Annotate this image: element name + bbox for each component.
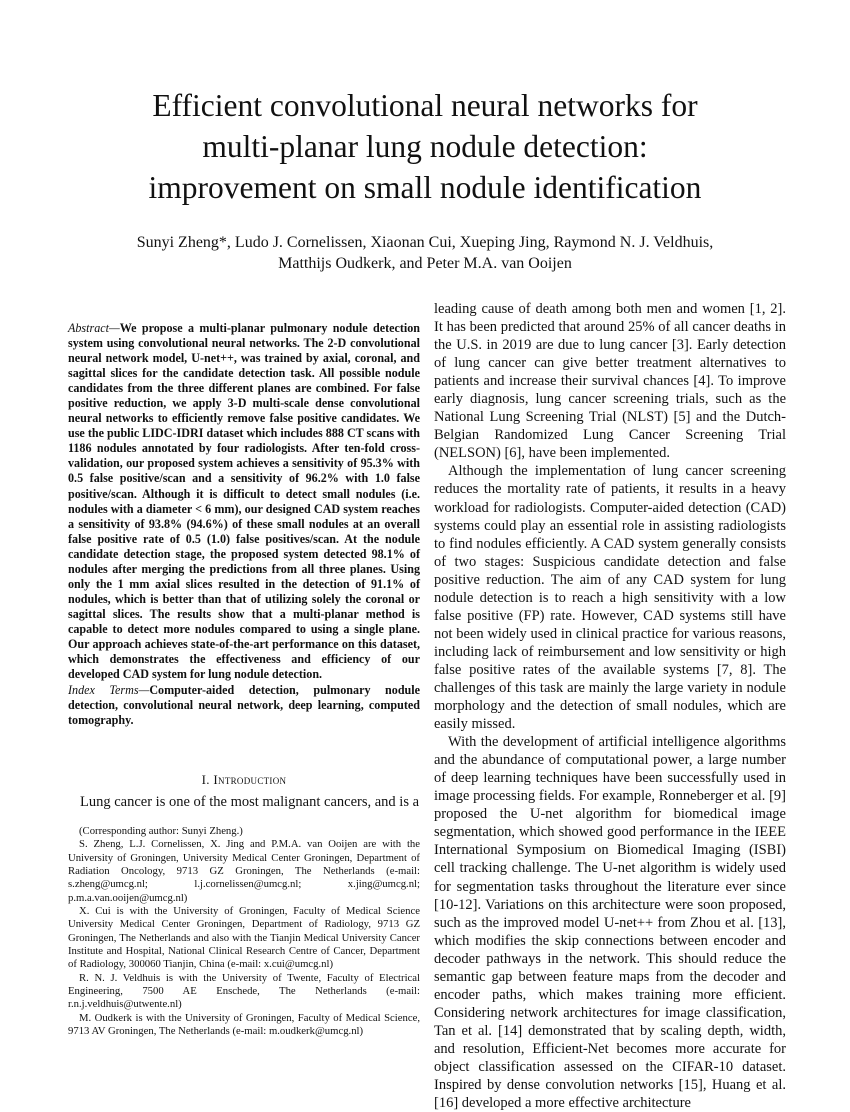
intro-first-line: Lung cancer is one of the most malignant cancers, and is a [80,794,420,810]
title-line-1: Efficient convolutional neural networks for [152,88,698,123]
footnotes [68,825,420,1039]
author-list: Sunyi Zheng*, Ludo J. Cornelissen, Xiaonan Cui, Xueping Jing, Raymond N. J. Veldhuis, Matthijs Oudkerk, and Peter M.A. van Ooijen [136,234,714,272]
index-terms-label: Index Terms— [68,683,150,697]
index-terms [68,683,420,728]
abstract-text: We propose a multi-planar pulmonary nodule detection system using convolutional neural networks. The 2-D convolutional neural network model, U-net++, was trained by axial, coronal, and sagittal slices for the candidate detection task. All possible nodule candidates from the three different planes are combined. For false positive reduction, we apply 3-D multi-scale dense convolutional neural networks to efficiently remove false positive candidates. We use the public LIDC-IDRI dataset which includes 888 CT scans with 1186 nodules annotated by four radiologists. After ten-fold cross-validation, our proposed system achieves a sensitivity of 95.3% with 0.5 false positive/scan and a sensitivity of 96.2% with 1.0 false positive/scan. Although it is difficult to detect small nodules (i.e. nodules with a diameter < 6 mm), our designed CAD system reaches a sensitivity of 93.8% (94.6%) of these small nodules at an overall false positive rate of 0.5 (1.0) false positives/scan. At the nodule candidate detection stage, the proposed system detected 98.1% of nodules after merging the predictions from all three planes. Using only the 1 mm axial slices resulted in the detection of 91.1% of nodules, which is better than that of utilizing solely the coronal or sagittal slices. The results show that a multi-planar method is capable to detect more nodules compared to using a single plane. Our approach achieves state-of-the-art performance on this dataset, which demonstrates the effectiveness and efficiency of our developed CAD system for lung nodule detection. [68,321,420,682]
title-line-3: improvement on small nodule identification [148,170,702,205]
body-paragraph: leading cause of death among both men and women [1, 2]. It has been predicted that around 25% of all cancer deaths in the U.S. in 2019 are due to lung cancer [3]. Early detection of lung cancer can give better treatment alternatives to patients and increase their survival chances [4]. To improve early diagnosis, lung cancer screening trials, such as the National Lung Screening Trial (NLST) [5] and the Dutch-Belgian Randomized Lung Cancer Screening Trial (NELSON) [6], have been implemented. [434,301,786,462]
footnote-affiliation: X. Cui is with the University of Groningen, Faculty of Medical Science University Medical Center Groningen, Department of Radiology, 9713 GZ Groningen, The Netherlands and also with the Tianjin Medical University Cancer Institute and Hospital, National Clinical Research Centre of Cancer, Department of Radiology, 300060 Tianjin, China (e-mail: x.cui@umcg.nl) [68,905,420,971]
right-column [434,300,786,1112]
abstract-label: Abstract— [68,321,120,335]
section-heading [68,772,420,788]
body-paragraph: With the development of artificial intelligence algorithms and the abundance of computational power, a large number of deep learning techniques have been successfully used in image processing fields. For example, Ronneberger et al. [9] proposed the U-net algorithm for biomedical image segmentation, which showed good performance in the IEEE International Symposium on Biomedical Imaging (ISBI) cell tracking challenge. The U-net algorithm is widely used for segmentation tasks throughout the literature ever since [10-12]. Variations on this architecture were soon proposed, such as the improved model U-net++ from Zhou et al. [13], which modifies the skip connections between encoder and decoder pathways in the network. This should reduce the semantic gap between feature maps from the decoder and encoder paths, which makes training more efficient. Considering network architectures for image classification, Tan et al. [14] demonstrated that by scaling depth, width, and resolution, Efficient-Net becomes more accurate for object classification assessed on the CIFAR-10 dataset. Inspired by dense convolution networks [15], Huang et al. [16] developed a more effective architecture [434,734,786,1112]
index-terms-text: Computer-aided detection, pulmonary nodule detection, convolutional neural network, deep learning, computed tomography. [68,683,421,728]
footnote-corresponding: (Corresponding author: Sunyi Zheng.) [79,825,243,837]
abstract [68,321,420,682]
section-title: Introduction [213,772,287,787]
body-paragraph: Although the implementation of lung cancer screening reduces the mortality rate of patients, it results in a heavy workload for radiologists. Computer-aided detection (CAD) systems could play an essential role in assisting radiologists to find nodules efficiently. A CAD system generally consists of two stages: Suspicious candidate detection and false positive reduction. The aim of any CAD system for lung nodule detection is to reach a high sensitivity with a low false positive (FP) rate. However, CAD systems still have not been widely used in clinical practice for various reasons, including lack of reimbursement and low sensitivity or high false positive rates of the available systems [7, 8]. The challenges of this task are mainly the large variety in nodule morphology and the detection of small nodules, which are easily missed. [434,463,786,733]
title-line-2: multi-planar lung nodule detection: [202,129,648,164]
paper-title [90,85,760,208]
footnote-affiliation: R. N. J. Veldhuis is with the University of Twente, Faculty of Electrical Engineering, 7500 AE Enschede, The Netherlands (e-mail: r.n.j.veldhuis@utwente.nl) [68,971,420,1011]
footnote-affiliation: S. Zheng, L.J. Cornelissen, X. Jing and P.M.A. van Ooijen are with the University of Groningen, University Medical Center Groningen, Department of Radiation Oncology, 9713 GZ Groningen, The Netherlands (e-mail: s.zheng@umcg.nl; l.j.cornelissen@umcg.nl; x.jing@umcg.nl; p.m.a.van.ooijen@umcg.nl) [68,838,420,904]
section-number: I. [201,772,210,787]
footnote-affiliation: M. Oudkerk is with the University of Groningen, Faculty of Medical Science, 9713 AV Groningen, The Netherlands (e-mail: m.oudkerk@umcg.nl) [68,1011,420,1038]
